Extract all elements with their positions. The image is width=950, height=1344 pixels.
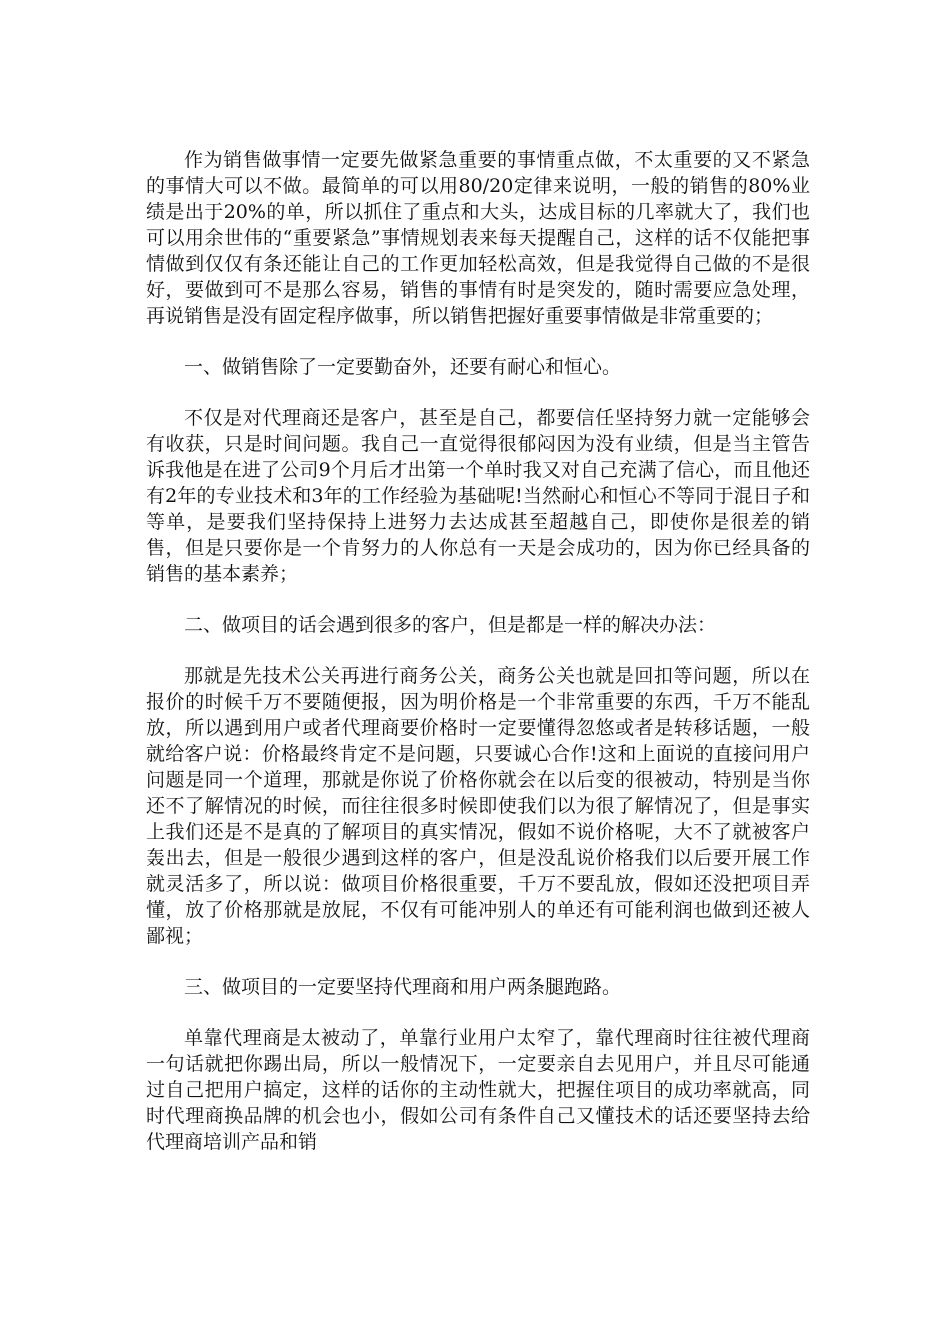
section-heading-1: 一、做销售除了一定要勤奋外，还要有耐心和恒心。 [184,356,622,378]
paragraph-priority: 作为销售做事情一定要先做紧急重要的事情重点做，不太重要的又不紧急的事情大可以不做。最简单的可以用80/20定律来说明，一般的销售的80%业绩是出于20%的单，所以抓住了重点和大头，达成目标的几率就大了，我们也可以用余世伟的“重要紧急”事情规划表来每天提醒自己，这样的话不仅能把事情做到仅仅有条还能让自己的工作更加轻松高效，但是我觉得自己做的不是很好，要做到可不是那么容易，销售的事情有时是突发的，随时需要应急处理，再说销售是没有固定程序做事，所以销售把握好重要事情做是非常重要的； [146,149,810,327]
section-heading-3: 三、做项目的一定要坚持代理商和用户两条腿跑路。 [184,976,622,998]
paragraph-pricing: 那就是先技术公关再进行商务公关，商务公关也就是回扣等问题，所以在报价的时候千万不要随便报，因为明价格是一个非常重要的东西，千万不能乱放，所以遇到用户或者代理商要价格时一定要懂得忽悠或者是转移话题，一般就给客户说：价格最终肯定不是问题，只要诚心合作!这和上面说的直接问用户问题是同一个道理，那就是你说了价格你就会在以后变的很被动，特别是当你还不了解情况的时候，而往往很多时候即使我们以为很了解情况了，但是事实上我们还是不是真的了解项目的真实情况，假如不说价格呢，大不了就被客户轰出去，但是一般很少遇到这样的客户，但是没乱说价格我们以后要开展工作就灵活多了，所以说：做项目价格很重要，千万不要乱放，假如还没把项目弄懂，放了价格那就是放屁，不仅有可能冲别人的单还有可能利润也做到还被人鄙视； [146,665,810,947]
paragraph-agents: 单靠代理商是太被动了，单靠行业用户太窄了，靠代理商时往往被代理商一句话就把你踢出局，所以一般情况下，一定要亲自去见用户，并且尽可能通过自己把用户搞定，这样的话你的主动性就大，把握住项目的成功率就高，同时代理商换品牌的机会也小，假如公司有条件自己又懂技术的话还要坚持去给代理商培训产品和销 [146,1027,810,1153]
section-heading-2: 二、做项目的话会遇到很多的客户，但是都是一样的解决办法： [184,614,717,636]
document-body [146,147,810,1180]
paragraph-patience: 不仅是对代理商还是客户，甚至是自己，都要信任坚持努力就一定能够会有收获，只是时间问题。我自己一直觉得很郁闷因为没有业绩，但是当主管告诉我他是在进了公司9个月后才出第一个单时我又对自己充满了信心，而且他还有2年的专业技术和3年的工作经验为基础呢!当然耐心和恒心不等同于混日子和等单，是要我们坚持保持上进努力去达成甚至超越自己，即使你是很差的销售，但是只要你是一个肯努力的人你总有一天是会成功的，因为你已经具备的销售的基本素养； [146,407,810,585]
